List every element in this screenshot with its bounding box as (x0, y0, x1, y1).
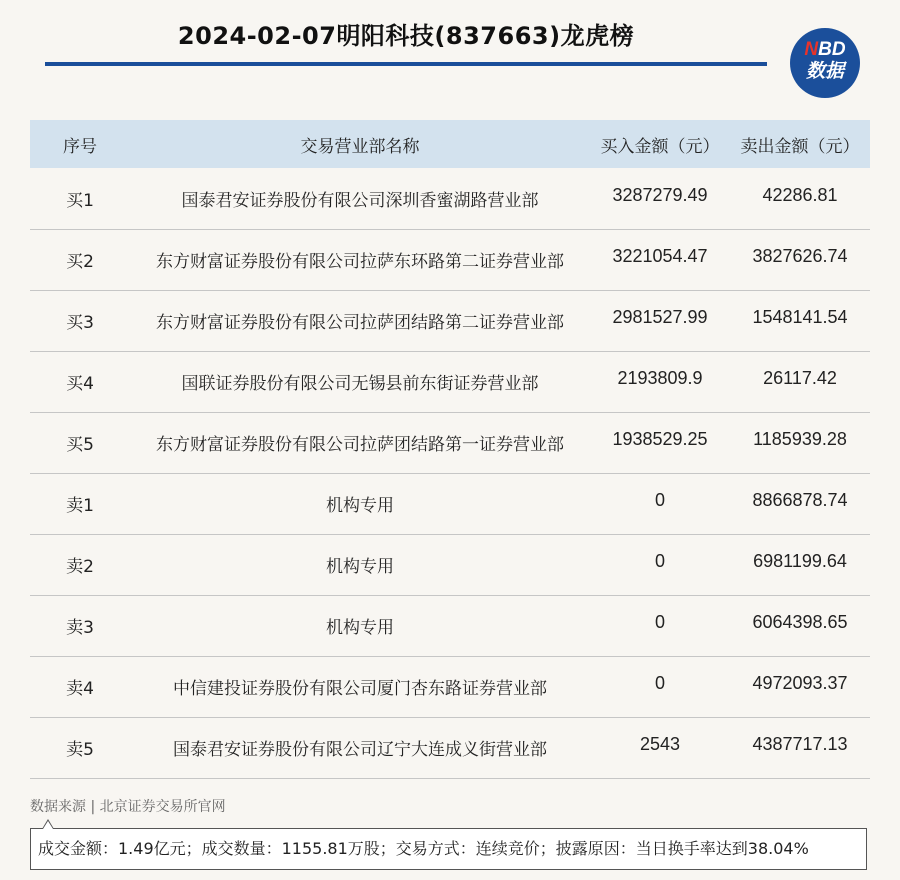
logo-nbd-text: NBD (804, 39, 846, 60)
cell-rank: 买5 (66, 435, 94, 455)
col-header-rank: 序号 (63, 136, 97, 157)
col-header-sell: 卖出金额（元） (740, 136, 860, 157)
cell-rank: 买3 (66, 313, 94, 333)
page-title: 2024-02-07明阳科技(837663)龙虎榜 (177, 22, 635, 50)
cell-branch: 机构专用 (326, 557, 394, 577)
trade-summary-note: 成交金额：1.49亿元；成交数量：1155.81万股；交易方式：连续竞价；披露原因：当日换手率达到38.04% (30, 828, 867, 870)
cell-branch: 国泰君安证券股份有限公司深圳香蜜湖路营业部 (181, 190, 539, 211)
cell-buy: 2193809.9 (617, 368, 703, 388)
cell-branch: 国联证券股份有限公司无锡县前东街证券营业部 (181, 374, 539, 394)
cell-sell: 3827626.74 (752, 246, 848, 266)
cell-branch: 机构专用 (326, 618, 394, 638)
title-divider (45, 62, 767, 66)
col-header-branch: 交易营业部名称 (300, 136, 420, 157)
cell-branch: 中信建投证券股份有限公司厦门杏东路证券营业部 (173, 679, 547, 699)
cell-buy: 0 (654, 673, 665, 693)
cell-rank: 买1 (66, 190, 94, 211)
cell-branch: 东方财富证券股份有限公司拉萨团结路第二证券营业部 (156, 313, 564, 333)
cell-rank: 卖1 (66, 496, 94, 516)
cell-branch: 东方财富证券股份有限公司拉萨东环路第二证券营业部 (156, 252, 564, 272)
cell-branch: 东方财富证券股份有限公司拉萨团结路第一证券营业部 (156, 435, 564, 455)
cell-branch: 机构专用 (326, 496, 394, 516)
cell-sell: 1548141.54 (752, 307, 848, 327)
col-header-buy: 买入金额（元） (600, 136, 720, 157)
table-header-row (30, 120, 870, 168)
logo-data-text: 数据 (805, 61, 844, 82)
cell-sell: 4972093.37 (752, 673, 848, 693)
table-row (30, 595, 870, 656)
cell-rank: 卖4 (66, 679, 94, 699)
cell-buy: 2981527.99 (612, 307, 708, 327)
cell-buy: 1938529.25 (612, 429, 708, 449)
table-row (30, 290, 870, 351)
cell-sell: 6064398.65 (752, 612, 848, 632)
cell-branch: 国泰君安证券股份有限公司辽宁大连成义街营业部 (173, 740, 547, 760)
dragon-tiger-table (30, 120, 870, 779)
table-row (30, 473, 870, 534)
cell-rank: 卖3 (66, 618, 94, 638)
cell-rank: 卖5 (66, 740, 94, 760)
cell-sell: 8866878.74 (752, 490, 848, 510)
table-row (30, 168, 870, 229)
cell-rank: 卖2 (66, 557, 94, 577)
cell-buy: 0 (654, 490, 665, 510)
cell-rank: 买2 (66, 252, 94, 272)
cell-buy: 0 (654, 612, 665, 632)
table-row (30, 229, 870, 290)
table-row (30, 351, 870, 412)
nbd-logo (790, 28, 860, 98)
cell-sell: 1185939.28 (753, 429, 847, 449)
table-row (30, 717, 870, 778)
cell-buy: 3221054.47 (612, 246, 708, 266)
table-row (30, 656, 870, 717)
cell-sell: 4387717.13 (752, 734, 848, 754)
cell-rank: 买4 (66, 374, 94, 394)
table-row (30, 412, 870, 473)
cell-sell: 42286.81 (762, 184, 838, 205)
cell-sell: 6981199.64 (753, 551, 847, 571)
table-row (30, 534, 870, 595)
cell-buy: 3287279.49 (612, 184, 708, 205)
cell-sell: 26117.42 (763, 368, 837, 388)
cell-buy: 2543 (639, 734, 681, 754)
callout-pointer-fill (43, 821, 53, 829)
cell-buy: 0 (654, 551, 665, 571)
data-source-label: 数据来源 | 北京证券交易所官网 (30, 799, 226, 815)
